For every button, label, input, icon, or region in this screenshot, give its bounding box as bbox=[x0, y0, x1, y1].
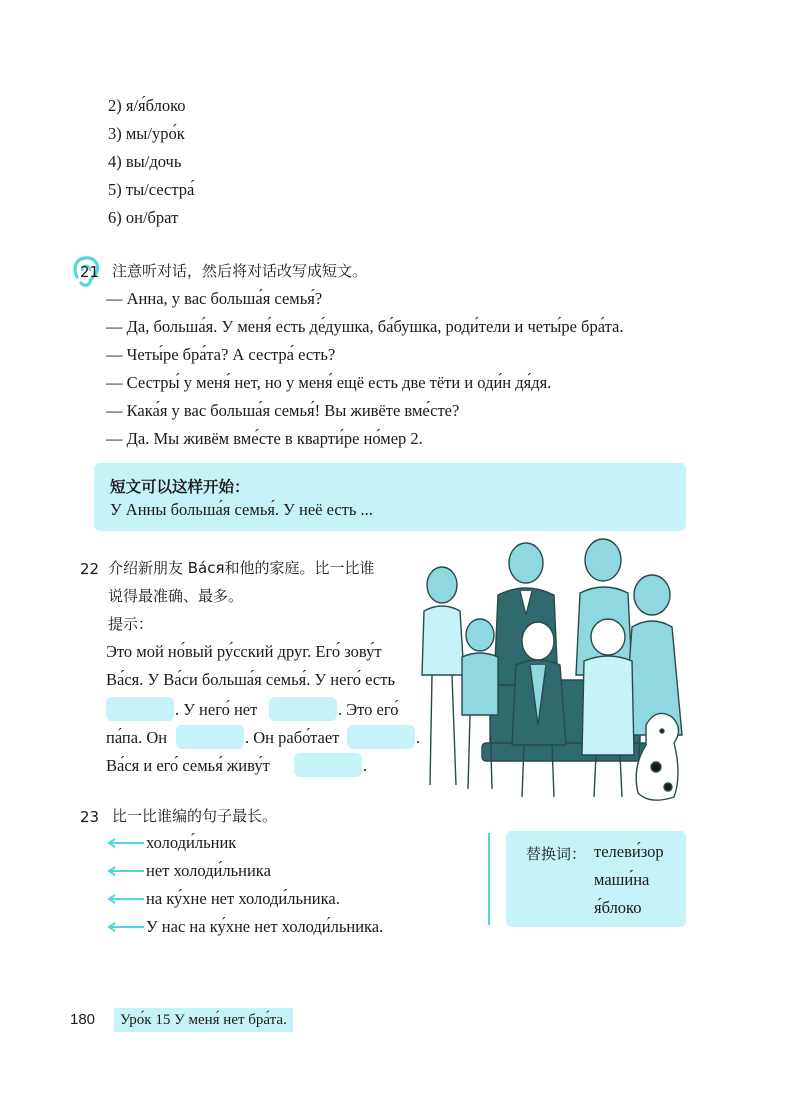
lesson-title: Уро́к 15 У меня́ нет бра́та. bbox=[114, 1008, 293, 1032]
callout-text: У Анны больша́я семья́. У неё есть ... bbox=[110, 500, 373, 519]
dialog-line: — Да. Мы живём вме́сте в кварти́ре но́мер 2. bbox=[106, 429, 423, 448]
callout-heading: 短文可以这样开始： bbox=[110, 478, 250, 496]
prompt-text: Ва́ся. У Ва́си больша́я семья́. У него́ есть bbox=[106, 670, 395, 689]
arrow-left-icon bbox=[106, 922, 144, 932]
substitution-box bbox=[506, 831, 686, 927]
prompt-text: Это мой но́вый ру́сский друг. Его́ зову́т bbox=[106, 642, 382, 661]
exercise-22-instruction-cont: 说得最准确、最多。 bbox=[108, 587, 244, 605]
divider bbox=[488, 833, 490, 925]
fill-blank-3[interactable] bbox=[176, 725, 244, 749]
dialog-line: — Четы́ре бра́та? А сестра́ есть? bbox=[106, 345, 336, 364]
fill-blank-5[interactable] bbox=[294, 753, 362, 777]
exercise-number-21: 21 bbox=[80, 263, 100, 281]
dialog-line: — Кака́я у вас больша́я семья́! Вы живёте вме́сте? bbox=[106, 401, 460, 420]
dialog-line: — Сестры́ у меня́ нет, но у меня́ ещё есть две тёти и оди́н дя́дя. bbox=[106, 373, 552, 392]
list-item: 6) он/брат bbox=[108, 208, 179, 227]
page-number: 180 bbox=[70, 1011, 96, 1028]
list-item: 2) я/я́блоко bbox=[108, 96, 186, 115]
prompt-text: . bbox=[363, 756, 368, 775]
arrow-left-icon bbox=[106, 894, 144, 904]
substitution-label: 替换词： bbox=[526, 845, 587, 863]
dialog-line: — Анна, у вас больша́я семья́? bbox=[106, 289, 323, 308]
exercise-22-instruction: 介绍新朋友 Ва́ся和他的家庭。比一比谁 bbox=[108, 559, 375, 577]
sentence-line: нет холоди́льника bbox=[146, 861, 271, 880]
arrow-left-icon bbox=[106, 838, 144, 848]
exercise-23-instruction: 比一比谁编的句子最长。 bbox=[112, 807, 278, 825]
prompt-text: . У него́ нет bbox=[175, 700, 258, 719]
substitution-word: телеви́зор bbox=[594, 842, 664, 861]
arrow-left-icon bbox=[106, 866, 144, 876]
exercise-number-23: 23 bbox=[80, 808, 100, 826]
sentence-line: У нас на ку́хне нет холоди́льника. bbox=[146, 917, 384, 936]
prompt-text: . bbox=[416, 728, 421, 747]
hint-callout bbox=[94, 463, 686, 531]
substitution-word: я́блоко bbox=[594, 898, 642, 917]
sentence-line: на ку́хне нет холоди́льника. bbox=[146, 889, 340, 908]
substitution-word: маши́на bbox=[594, 870, 650, 889]
fill-blank-2[interactable] bbox=[269, 697, 337, 721]
dialog-line: — Да, больша́я. У меня́ есть де́душка, ба́бушка, роди́тели и четы́ре бра́та. bbox=[106, 317, 624, 336]
hint-label: 提示： bbox=[108, 615, 154, 633]
list-item: 4) вы/дочь bbox=[108, 152, 182, 171]
fill-blank-4[interactable] bbox=[347, 725, 415, 749]
sentence-line: холоди́льник bbox=[146, 833, 237, 852]
prompt-text: . Он рабо́тает bbox=[245, 728, 340, 747]
exercise-21-instruction: 注意听对话，然后将对话改写成短文。 bbox=[112, 262, 368, 280]
prompt-text: . Это его́ bbox=[338, 700, 399, 719]
list-item: 5) ты/сестра́ bbox=[108, 180, 195, 199]
list-item: 3) мы/уро́к bbox=[108, 124, 185, 143]
prompt-text: па́па. Он bbox=[106, 728, 168, 747]
exercise-number-22: 22 bbox=[80, 560, 100, 578]
fill-blank-1[interactable] bbox=[106, 697, 174, 721]
family-illustration bbox=[420, 535, 692, 827]
prompt-text: Ва́ся и его́ семья́ живу́т bbox=[106, 756, 270, 775]
